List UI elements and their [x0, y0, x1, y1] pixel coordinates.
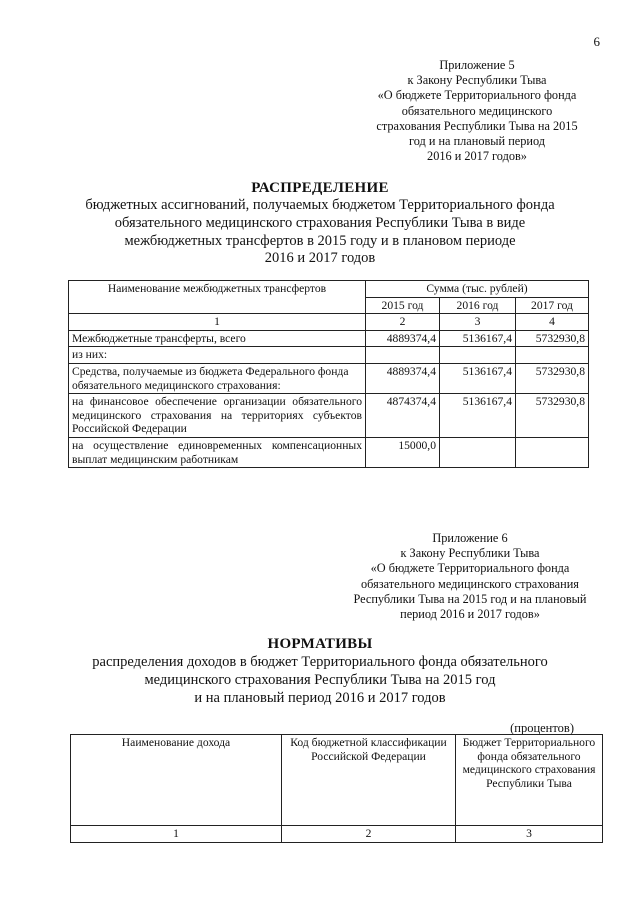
value-2015: 15000,0	[366, 437, 440, 467]
appendix-6-line: период 2016 и 2017 годов»	[400, 607, 540, 622]
subtitle-line: распределения доходов в бюджет Территориального фонда обязательного	[92, 654, 548, 670]
value-2017: 5732930,8	[516, 394, 589, 438]
header-cell-budget: Бюджет Территориального фонда обязательного медицинского страхования Республики Тыва	[456, 735, 603, 826]
header-cell-income: Наименование дохода	[71, 735, 282, 826]
table-header-row	[71, 735, 603, 826]
distribution-title: РАСПРЕДЕЛЕНИЕ	[251, 180, 389, 196]
column-number: 3	[440, 314, 516, 331]
appendix-5-line: обязательного медицинского	[401, 103, 553, 118]
subtitle-line: межбюджетных трансфертов в 2015 году и в плановом периоде	[124, 232, 516, 249]
value-2016: 5136167,4	[440, 394, 516, 438]
subtitle-line: бюджетных ассигнований, получаемых бюджетом Территориального фонда	[85, 197, 555, 213]
column-number: 2	[366, 314, 440, 331]
row-name: Межбюджетные трансферты, всего	[69, 330, 366, 347]
header-cell-code: Код бюджетной классификации Российской Федерации	[282, 735, 456, 826]
value-2017	[516, 437, 589, 467]
header-cell-sum: Сумма (тыс. рублей)	[366, 281, 589, 298]
row-name: из них:	[69, 347, 366, 364]
row-name: на финансовое обеспечение организации обязательного медицинского страхования на территориях субъектов Российской Федерации	[69, 394, 366, 438]
table-header-row	[69, 281, 589, 298]
value-2016	[440, 347, 516, 364]
column-number-row	[69, 314, 589, 331]
value-2015: 4889374,4	[366, 330, 440, 347]
column-number: 4	[516, 314, 589, 331]
value-2015	[366, 347, 440, 364]
appendix-5-line: 2016 и 2017 годов»	[427, 149, 527, 164]
value-2016: 5136167,4	[440, 330, 516, 347]
header-cell-year: 2015 год	[366, 297, 440, 314]
value-2017	[516, 347, 589, 364]
row-name: на осуществление единовременных компенсационных выплат медицинским работникам	[69, 437, 366, 467]
appendix-5-line: Приложение 5	[439, 58, 515, 72]
appendix-6-line: обязательного медицинского страхования	[361, 576, 579, 591]
appendix-6-header	[340, 531, 600, 622]
value-2017: 5732930,8	[516, 330, 589, 347]
table-row	[69, 437, 589, 467]
column-number: 2	[282, 826, 456, 843]
normatives-table	[70, 734, 603, 843]
appendix-5-header	[362, 58, 592, 164]
appendix-6-line: Республики Тыва на 2015 год и на плановый	[353, 591, 587, 606]
subtitle-line: и на плановый период 2016 и 2017 годов	[194, 689, 446, 706]
appendix-5-line: страхования Республики Тыва на 2015	[376, 118, 578, 133]
value-2016: 5136167,4	[440, 363, 516, 393]
header-cell-year: 2017 год	[516, 297, 589, 314]
column-number-row	[71, 826, 603, 843]
table-row	[69, 330, 589, 347]
units-label: (процентов)	[510, 721, 574, 735]
column-number: 1	[69, 314, 366, 331]
appendix-5-line: к Закону Республики Тыва	[407, 73, 547, 88]
appendix-5-line: «О бюджете Территориального фонда	[377, 88, 577, 103]
subtitle-line: обязательного медицинского страхования Республики Тыва в виде	[114, 214, 526, 231]
value-2016	[440, 437, 516, 467]
table-row	[69, 363, 589, 393]
column-number: 1	[71, 826, 282, 843]
subtitle-line: 2016 и 2017 годов	[264, 250, 376, 267]
value-2015: 4889374,4	[366, 363, 440, 393]
row-name: Средства, получаемые из бюджета Федерального фонда обязательного медицинского страхования:	[69, 363, 366, 393]
value-2017: 5732930,8	[516, 363, 589, 393]
appendix-5-line: год и на плановый период	[408, 134, 546, 149]
normatives-title: НОРМАТИВЫ	[267, 636, 373, 652]
normatives-subtitle	[0, 654, 640, 707]
table-row	[69, 347, 589, 364]
table-row	[69, 394, 589, 438]
header-cell-name: Наименование межбюджетных трансфертов	[69, 281, 366, 314]
header-cell-year: 2016 год	[440, 297, 516, 314]
distribution-subtitle	[0, 197, 640, 268]
value-2015: 4874374,4	[366, 394, 440, 438]
page-number: 6	[593, 34, 600, 49]
subtitle-line: медицинского страхования Республики Тыва на 2015 год	[144, 671, 496, 688]
appendix-6-line: Приложение 6	[432, 531, 508, 545]
appendix-6-line: «О бюджете Территориального фонда	[370, 561, 570, 576]
column-number: 3	[456, 826, 603, 843]
transfers-table	[68, 280, 589, 468]
appendix-6-line: к Закону Республики Тыва	[400, 546, 540, 561]
